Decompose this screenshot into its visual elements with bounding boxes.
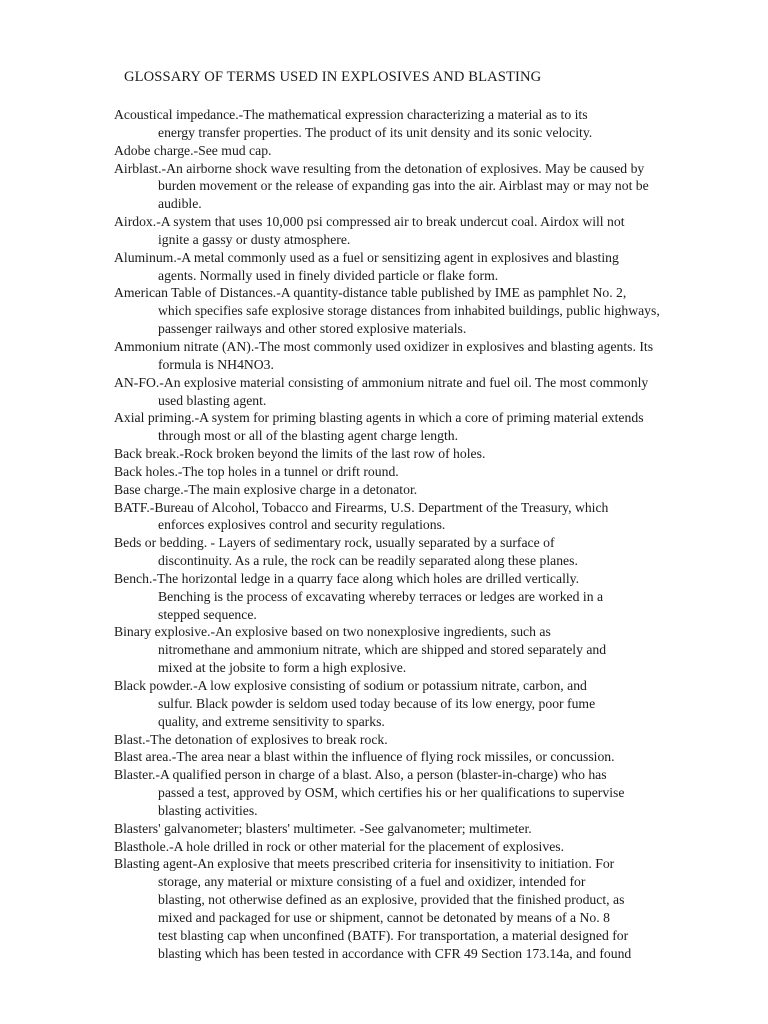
glossary-entry-blast-area: Blast area.-The area near a blast within the influence of flying rock missiles, or concussion. bbox=[114, 749, 615, 765]
glossary-entry-black-powder: Black powder.-A low explosive consisting of sodium or potassium nitrate, carbon, and sulfur. Black powder is seldom used today because of its low energy, poor fume quality, and extreme sensitivity to sparks. bbox=[114, 678, 596, 729]
glossary-entry-blasthole: Blasthole.-A hole drilled in rock or other material for the placement of explosives. bbox=[114, 838, 565, 854]
glossary-entry-acoustical-impedance: Acoustical impedance.-The mathematical expression characterizing a material as to its energy transfer properties. The product of its unit density and its sonic velocity. bbox=[114, 107, 593, 140]
glossary-entry-american-table-of-distances: American Table of Distances.-A quantity-distance table published by IME as pamphlet No. 2, which specifies safe explosive storage distances from inhabited buildings, public highways, passenger railways and other stored explosive materials. bbox=[114, 285, 660, 337]
glossary-entry-back-holes: Back holes.-The top holes in a tunnel or drift round. bbox=[114, 463, 399, 479]
glossary-entry-blaster: Blaster.-A qualified person in charge of a blast. Also, a person (blaster-in-charge) who has passed a test, approved by OSM, which certifies his or her qualifications to supervise blasting activities. bbox=[114, 767, 625, 818]
glossary-entry-aluminum: Aluminum.-A metal commonly used as a fuel or sensitizing agent in explosives and blasting agents. Normally used in finely divided particle or flake form. bbox=[114, 249, 619, 283]
glossary-entry-adobe-charge: Adobe charge.-See mud cap. bbox=[114, 142, 272, 158]
glossary-entry-an-fo: AN-FO.-An explosive material consisting of ammonium nitrate and fuel oil. The most commonly used blasting agent. bbox=[114, 374, 649, 408]
glossary-entry-airdox: Airdox.-A system that uses 10,000 psi compressed air to break undercut coal. Airdox will not ignite a gassy or dusty atmosphere. bbox=[114, 214, 625, 247]
glossary-entry-blast: Blast.-The detonation of explosives to break rock. bbox=[114, 731, 388, 747]
glossary-entry-bench: Bench.-The horizontal ledge in a quarry face along which holes are drilled vertically. Benching is the process of excavating whereby terraces or ledges are worked in a stepped sequence. bbox=[114, 570, 604, 622]
glossary-entry-airblast: Airblast.-An airborne shock wave resulting from the detonation of explosives. May be caused by burden movement or the release of expanding gas into the air. Airblast may or may not be audible. bbox=[114, 160, 649, 212]
glossary-entry-batf: BATF.-Bureau of Alcohol, Tobacco and Firearms, U.S. Department of the Treasury, which enforces explosives control and security regulations. bbox=[114, 499, 609, 533]
glossary-entry-blasters-galvanometer: Blasters' galvanometer; blasters' multimeter. -See galvanometer; multimeter. bbox=[114, 820, 532, 836]
glossary-list bbox=[114, 106, 714, 963]
document-title: GLOSSARY OF TERMS USED IN EXPLOSIVES AND BLASTING bbox=[124, 69, 542, 85]
glossary-entry-axial-priming: Axial priming.-A system for priming blasting agents in which a core of priming material extends through most or all of the blasting agent charge length. bbox=[114, 410, 644, 444]
glossary-entry-back-break: Back break.-Rock broken beyond the limits of the last row of holes. bbox=[114, 446, 486, 462]
glossary-entry-ammonium-nitrate: Ammonium nitrate (AN).-The most commonly used oxidizer in explosives and blasting agents. Its formula is NH4NO3. bbox=[114, 338, 654, 372]
glossary-entry-binary-explosive: Binary explosive.-An explosive based on two nonexplosive ingredients, such as nitromethane and ammonium nitrate, which are shipped and stored separately and mixed at the jobsite to form a high explosive. bbox=[114, 624, 607, 676]
glossary-entry-base-charge: Base charge.-The main explosive charge in a detonator. bbox=[114, 481, 418, 497]
glossary-entry-blasting-agent: Blasting agent-An explosive that meets prescribed criteria for insensitivity to initiation. For storage, any material or mixture consisting of a fuel and oxidizer, intended for blasting, not otherwise defined as an explosive, provided that the finished product, as mixed and packaged for use or shipment, cannot be detonated by means of a No. 8 test blasting cap when unconfined (BATF). For transportation, a material designed for blasting which has been tested in accordance with CFR 49 Section 173.14a, and found bbox=[114, 856, 632, 961]
glossary-entry-beds-or-bedding: Beds or bedding. - Layers of sedimentary rock, usually separated by a surface of discontinuity. As a rule, the rock can be readily separated along these planes. bbox=[114, 535, 578, 569]
